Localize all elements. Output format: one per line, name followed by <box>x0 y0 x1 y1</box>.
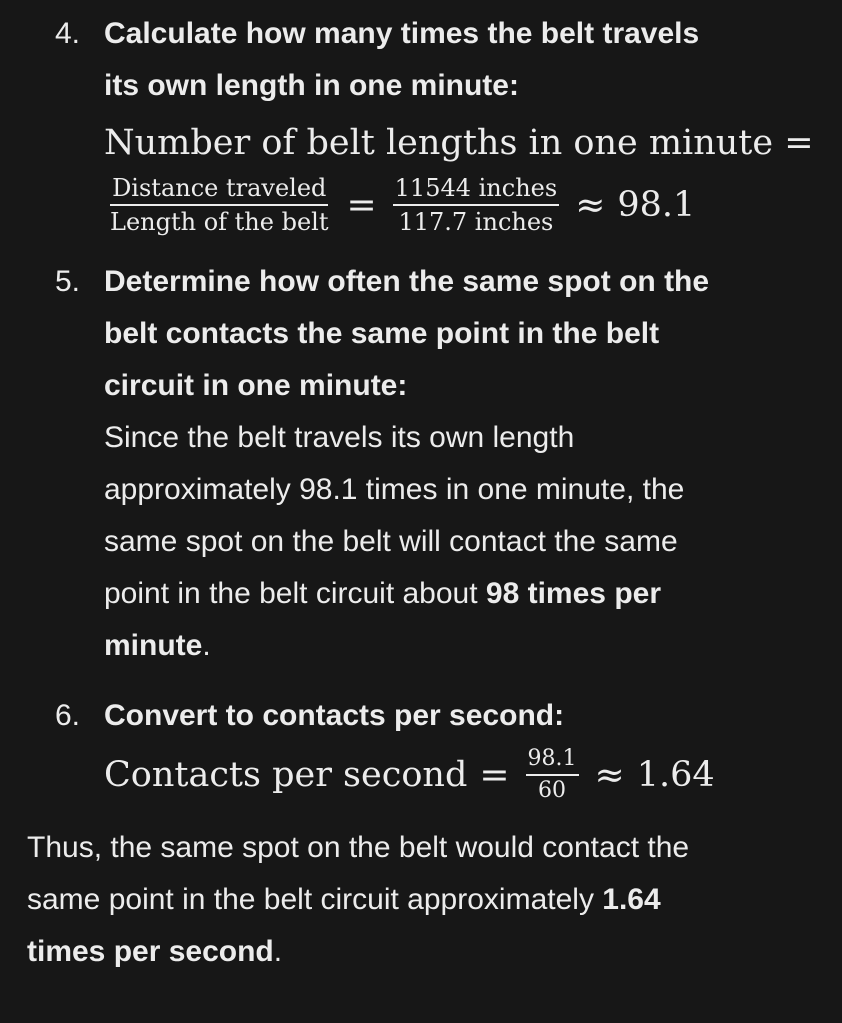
math-equation-lhs <box>104 118 824 168</box>
paragraph-line: same spot on the belt will contact the same <box>104 525 678 558</box>
paragraph-line <box>27 874 827 926</box>
paragraph-line <box>104 620 824 672</box>
step-number: 5. <box>55 265 81 298</box>
paragraph-bold-text: 98 times per <box>485 577 661 610</box>
paragraph-line: Thus, the same spot on the belt would contact the <box>27 831 690 864</box>
step-heading-line: Convert to contacts per second: <box>104 699 565 732</box>
step-heading-line: Determine how often the same spot on the <box>104 265 710 298</box>
math-text: Contacts per second <box>104 755 468 795</box>
paragraph-bold-text: minute <box>104 629 203 662</box>
paragraph-bold-text: 1.64 <box>602 883 661 916</box>
step-4-body <box>104 8 824 236</box>
math-result: 1.64 <box>636 755 715 795</box>
fraction <box>108 174 330 236</box>
fraction-denominator: Length of the belt <box>110 208 329 236</box>
paragraph-bold-text: times per second <box>27 935 274 968</box>
fraction-numerator: 11544 inches <box>393 174 560 206</box>
fraction-numerator: 98.1 <box>526 746 579 776</box>
step-heading-line: belt contacts the same point in the belt <box>104 317 660 350</box>
math-equation-rhs <box>104 174 824 236</box>
step-heading-line: its own length in one minute: <box>104 69 519 102</box>
step-number: 4. <box>55 17 81 50</box>
fraction-denominator: 117.7 inches <box>398 208 554 236</box>
math-equation <box>104 746 824 804</box>
paragraph-text: . <box>273 935 283 968</box>
fraction <box>393 174 560 236</box>
equals-sign: = <box>479 754 510 796</box>
equals-sign: = <box>346 184 377 226</box>
paragraph-line <box>104 568 824 620</box>
step-heading-line: circuit in one minute: <box>104 369 408 402</box>
math-result: 98.1 <box>617 185 696 225</box>
step-5-body <box>104 256 824 672</box>
step-6-body <box>104 690 824 804</box>
approx-sign: ≈ <box>594 754 625 796</box>
paragraph-text: point in the belt circuit about <box>104 577 486 610</box>
math-text: Number of belt lengths in one minute = <box>104 123 814 163</box>
approx-sign: ≈ <box>575 184 606 226</box>
paragraph-line: approximately 98.1 times in one minute, the <box>104 473 685 506</box>
fraction <box>526 746 579 804</box>
paragraph-line: Since the belt travels its own length <box>104 421 575 454</box>
paragraph-line <box>27 926 827 978</box>
fraction-denominator: 60 <box>538 778 567 803</box>
paragraph-text: . <box>202 629 211 662</box>
step-heading-line: Calculate how many times the belt travels <box>104 17 700 50</box>
paragraph-text: same point in the belt circuit approximately <box>27 883 603 916</box>
fraction-numerator: Distance traveled <box>110 174 328 206</box>
step-number: 6. <box>55 699 81 732</box>
conclusion-paragraph <box>27 822 827 978</box>
